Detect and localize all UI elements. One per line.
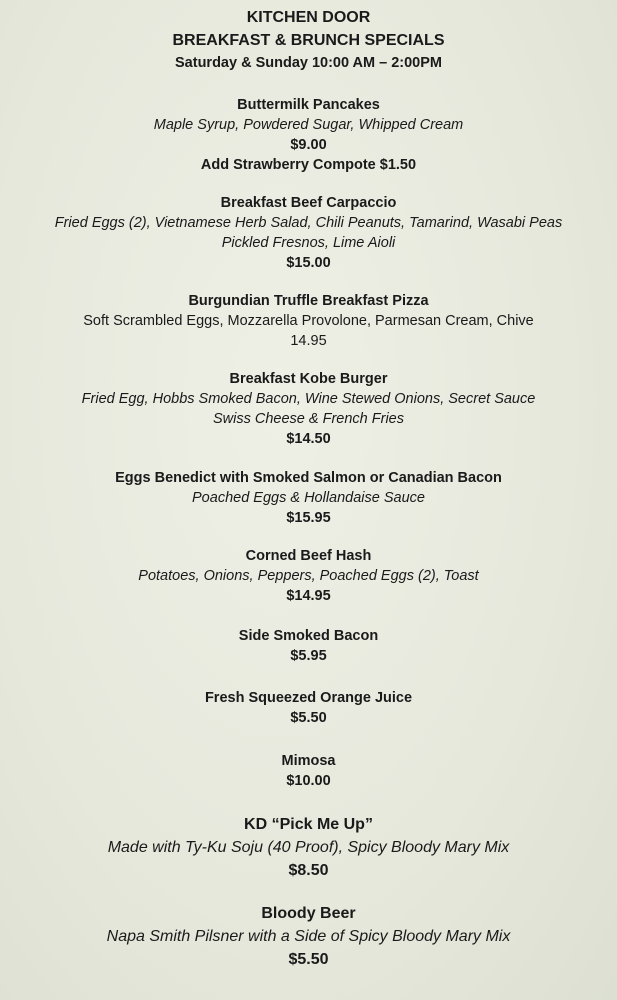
item-description-line-2: Swiss Cheese & French Fries <box>213 411 404 427</box>
item-description: Maple Syrup, Powdered Sugar, Whipped Cream <box>153 117 464 133</box>
menu-item-breakfast-kobe-burger <box>0 369 617 449</box>
item-description: Fried Eggs (2), Vietnamese Herb Salad, Chili Peanuts, Tamarind, Wasabi Peas <box>54 215 563 231</box>
item-name: Corned Beef Hash <box>245 548 372 564</box>
item-price: $5.50 <box>290 710 327 726</box>
item-price: $9.00 <box>290 137 327 153</box>
menu-page <box>0 6 617 971</box>
item-price: 14.95 <box>290 333 327 349</box>
item-description: Napa Smith Pilsner with a Side of Spicy Bloody Mary Mix <box>106 928 511 945</box>
item-price: $5.95 <box>290 648 327 664</box>
menu-item-burgundian-truffle-pizza <box>0 291 617 351</box>
item-price: $5.50 <box>288 951 329 968</box>
menu-title: BREAKFAST & BRUNCH SPECIALS <box>172 32 445 49</box>
item-name: Eggs Benedict with Smoked Salmon or Canadian Bacon <box>115 470 502 486</box>
item-name: Breakfast Kobe Burger <box>229 371 388 387</box>
menu-item-mimosa <box>0 751 617 791</box>
item-name: Burgundian Truffle Breakfast Pizza <box>188 293 429 309</box>
item-price: $14.95 <box>286 588 331 604</box>
item-name: Buttermilk Pancakes <box>237 97 380 113</box>
menu-item-buttermilk-pancakes <box>0 95 617 175</box>
item-name: Side Smoked Bacon <box>238 628 379 644</box>
menu-item-kd-pick-me-up <box>0 813 617 882</box>
menu-item-corned-beef-hash <box>0 546 617 606</box>
item-addon: Add Strawberry Compote $1.50 <box>200 157 417 173</box>
menu-item-eggs-benedict <box>0 468 617 528</box>
menu-item-orange-juice <box>0 688 617 728</box>
menu-header <box>0 6 617 75</box>
menu-hours: Saturday & Sunday 10:00 AM – 2:00PM <box>175 55 442 71</box>
menu-item-breakfast-beef-carpaccio <box>0 193 617 273</box>
item-name: KD “Pick Me Up” <box>244 816 373 833</box>
item-description: Made with Ty-Ku Soju (40 Proof), Spicy Bloody Mary Mix <box>107 839 510 856</box>
item-name: Mimosa <box>281 753 336 769</box>
item-name: Bloody Beer <box>261 905 356 922</box>
item-name: Fresh Squeezed Orange Juice <box>204 690 413 706</box>
item-name: Breakfast Beef Carpaccio <box>220 195 397 211</box>
item-description: Poached Eggs & Hollandaise Sauce <box>192 490 425 506</box>
item-description: Fried Egg, Hobbs Smoked Bacon, Wine Stewed Onions, Secret Sauce <box>81 391 536 407</box>
item-price: $8.50 <box>288 862 329 879</box>
item-description: Soft Scrambled Eggs, Mozzarella Provolone, Parmesan Cream, Chive <box>83 313 534 329</box>
menu-item-bloody-beer <box>0 902 617 971</box>
item-description-line-2: Pickled Fresnos, Lime Aioli <box>221 235 396 251</box>
item-price: $10.00 <box>286 773 331 789</box>
item-price: $15.95 <box>286 510 331 526</box>
restaurant-name: KITCHEN DOOR <box>246 9 371 26</box>
menu-item-side-smoked-bacon <box>0 626 617 666</box>
item-price: $15.00 <box>286 255 331 271</box>
item-price: $14.50 <box>286 431 331 447</box>
item-description: Potatoes, Onions, Peppers, Poached Eggs (2), Toast <box>138 568 479 584</box>
